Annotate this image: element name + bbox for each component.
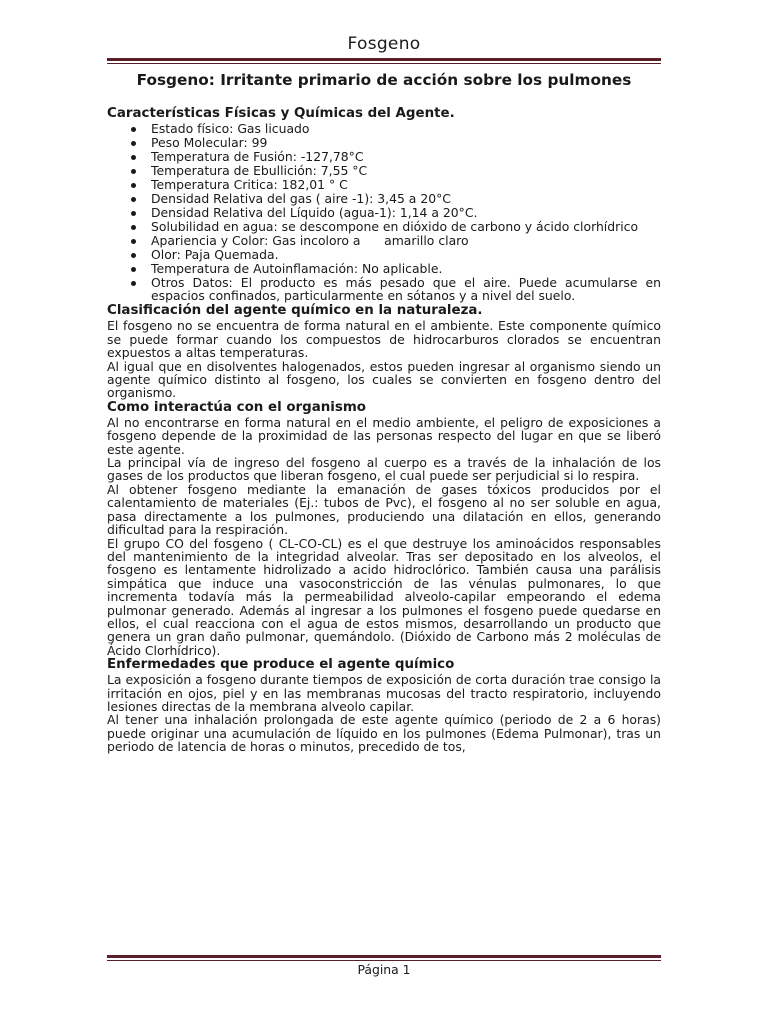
list-item: Temperatura de Fusión: -127,78°C <box>107 150 661 163</box>
document-body <box>107 70 661 754</box>
footer-rule <box>107 955 661 958</box>
list-item: Densidad Relativa del Líquido (agua-1): 1,14 a 20°C. <box>107 206 661 219</box>
heading-classification: Clasificación del agente químico en la naturaleza. <box>107 303 483 319</box>
list-item: Temperatura de Autoinflamación: No aplicable. <box>107 262 661 275</box>
paragraph: Al tener una inhalación prolongada de este agente químico (periodo de 2 a 6 horas) puede originar una acumulación de líquido en los pulmones (Edema Pulmonar), tras un periodo de latencia de horas o minutos, precedido de tos, <box>107 712 661 755</box>
paragraph: El fosgeno no se encuentra de forma natural en el ambiente. Este componente químico se puede formar cuando los compuestos de hidrocarburos clorados se encuentran expuestos a altas temperaturas. <box>107 318 661 361</box>
running-header: Fosgeno <box>347 34 421 54</box>
list-item: Temperatura Critica: 182,01 ° C <box>107 178 661 191</box>
paragraph: Al obtener fosgeno mediante la emanación de gases tóxicos producidos por el calentamiento de materiales (Ej.: tubos de Pvc), el fosgeno al no ser soluble en agua, pasa directamente a los pulmones, produciendo una dilatación en ellos, generando dificultad para la respiración. <box>107 481 661 538</box>
list-item: Otros Datos: El producto es más pesado que el aire. Puede acumularse en espacios confinados, particularmente en sótanos y a nivel del suelo. <box>107 276 661 303</box>
paragraph: Al no encontrarse en forma natural en el medio ambiente, el peligro de exposiciones a fosgeno depende de la proximidad de las personas respecto del lugar en que se liberó este agente. <box>107 414 661 457</box>
paragraph: La principal vía de ingreso del fosgeno al cuerpo es a través de la inhalación de los gases de los productos que liberan fosgeno, el cual puede ser perjudicial si lo respira. <box>107 455 661 484</box>
list-item: Densidad Relativa del gas ( aire -1): 3,45 a 20°C <box>107 192 661 205</box>
list-item: Peso Molecular: 99 <box>107 136 661 149</box>
heading-interaction: Como interactúa con el organismo <box>107 399 366 415</box>
page-number: Página 1 <box>357 962 411 977</box>
paragraph: Al igual que en disolventes halogenados, estos pueden ingresar al organismo siendo un agente químico distinto al fosgeno, los cuales se convierten en fosgeno dentro del organismo. <box>107 358 661 401</box>
list-item: Solubilidad en agua: se descompone en dióxido de carbono y ácido clorhídrico <box>107 220 661 233</box>
document-title: Fosgeno: Irritante primario de acción sobre los pulmones <box>136 71 632 89</box>
paragraph: El grupo CO del fosgeno ( CL-CO-CL) es el que destruye los aminoácidos responsables del mantenimiento de la integridad alveolar. Tras ser depositado en los alveolos, el fosgeno es lentamente hidrolizado a acido hidroclórico. También causa una parálisis simpática que induce una vasoconstricción de las vénulas pulmonares, lo que incrementa todavía más la permeabilidad alveolo-capilar empeorando el edema pulmonar generado. Además al ingresar a los pulmones el fosgeno puede quedarse en ellos, el cual reacciona con el agua de estos mismos, desarrollando un producto que genera un gran daño pulmonar, quemándolo. (Dióxido de Carbono más 2 moléculas de Ácido Clorhídrico). <box>107 535 661 658</box>
properties-list <box>107 122 661 303</box>
paragraph: La exposición a fosgeno durante tiempos de exposición de corta duración trae consigo la irritación en ojos, piel y en las membranas mucosas del tracto respiratorio, incluyendo lesiones directas de la membrana alveolo capilar. <box>107 672 661 714</box>
heading-properties: Características Físicas y Químicas del Agente. <box>107 106 455 121</box>
list-item: Temperatura de Ebullición: 7,55 °C <box>107 164 661 177</box>
list-item: Estado físico: Gas licuado <box>107 122 661 135</box>
header-rule <box>107 58 661 61</box>
heading-diseases: Enfermedades que produce el agente químico <box>107 657 455 673</box>
list-item: Olor: Paja Quemada. <box>107 248 661 261</box>
list-item: Apariencia y Color: Gas incoloro a amarillo claro <box>107 234 661 247</box>
